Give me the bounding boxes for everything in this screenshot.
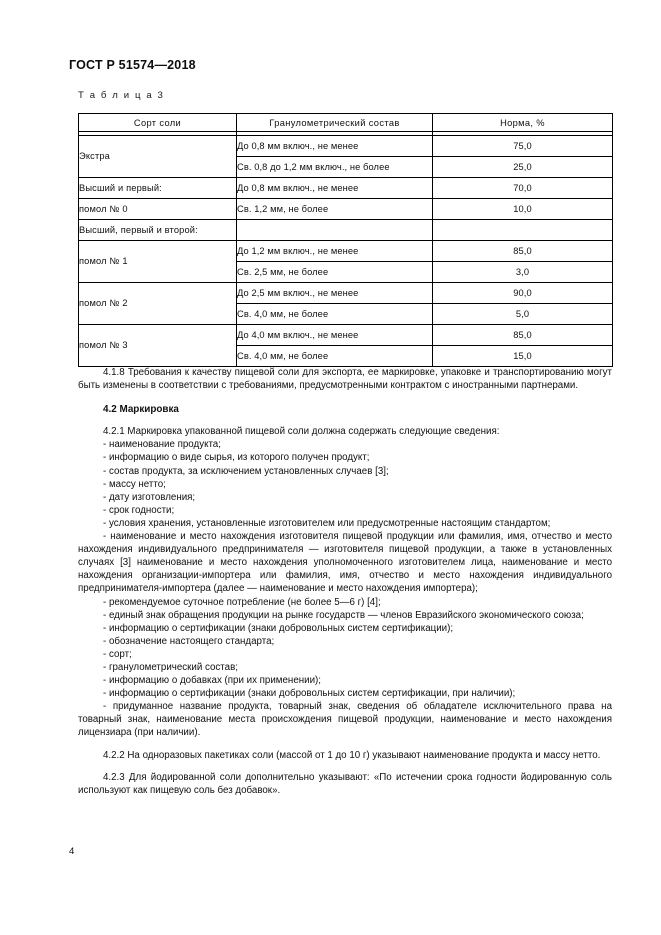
table-row <box>79 135 613 156</box>
cell-norm: 70,0 <box>433 177 613 198</box>
list-item: - сорт; <box>103 648 132 660</box>
table-header-row <box>79 114 613 132</box>
table-row <box>79 324 613 345</box>
cell-sort: помол № 2 <box>79 282 237 324</box>
table-caption: Т а б л и ц а 3 <box>78 90 165 101</box>
list-item: - условия хранения, установленные изготовителем или предусмотренные настоящим стандартом; <box>103 517 551 529</box>
cell-granulometry: Св. 4,0 мм, не более <box>237 303 433 324</box>
table-row <box>79 240 613 261</box>
cell-sort: Экстра <box>79 135 237 177</box>
cell-norm-empty <box>433 219 613 240</box>
cell-norm: 25,0 <box>433 156 613 177</box>
cell-granulometry-empty <box>237 219 433 240</box>
cell-sort: помол № 0 <box>79 198 237 219</box>
clause-4-2-1-lead: 4.2.1 Маркировка упакованной пищевой соли должна содержать следующие сведения: <box>103 426 500 438</box>
list-item: - единый знак обращения продукции на рынке государств — членов Евразийского экономического союза; <box>103 609 584 621</box>
table-row <box>79 177 613 198</box>
cell-norm: 15,0 <box>433 345 613 366</box>
cell-norm: 10,0 <box>433 198 613 219</box>
cell-granulometry: Св. 2,5 мм, не более <box>237 261 433 282</box>
list-item: - рекомендуемое суточное потребление (не более 5—6 г) [4]; <box>103 596 381 608</box>
cell-norm: 75,0 <box>433 135 613 156</box>
table-row <box>79 198 613 219</box>
cell-norm: 5,0 <box>433 303 613 324</box>
table-row <box>79 282 613 303</box>
cell-sort: Высший и первый: <box>79 177 237 198</box>
cell-granulometry: До 0,8 мм включ., не менее <box>237 135 433 156</box>
cell-sort: помол № 3 <box>79 324 237 366</box>
granulometry-table <box>78 113 613 367</box>
column-header-granulometry: Гранулометрический состав <box>237 114 433 132</box>
marking-requirements-list <box>78 438 612 739</box>
cell-granulometry: Св. 4,0 мм, не более <box>237 345 433 366</box>
cell-norm: 90,0 <box>433 282 613 303</box>
section-heading-4-2: 4.2 Маркировка <box>103 404 179 416</box>
body-text <box>78 366 612 797</box>
cell-norm: 3,0 <box>433 261 613 282</box>
cell-norm: 85,0 <box>433 324 613 345</box>
cell-granulometry: До 4,0 мм включ., не менее <box>237 324 433 345</box>
list-item: - состав продукта, за исключением установленных случаев [3]; <box>103 465 389 477</box>
list-item: - дату изготовления; <box>103 491 196 503</box>
cell-granulometry: До 1,2 мм включ., не менее <box>237 240 433 261</box>
list-item: - массу нетто; <box>103 478 166 490</box>
cell-norm: 85,0 <box>433 240 613 261</box>
list-item: - информацию о добавках (при их применении); <box>103 675 321 687</box>
column-header-sort: Сорт соли <box>79 114 237 132</box>
column-header-norm: Норма, % <box>433 114 613 132</box>
cell-granulometry: До 2,5 мм включ., не менее <box>237 282 433 303</box>
clause-4-2-3: 4.2.3 Для йодированной соли дополнительно указывают: «По истечении срока годности йодированную соль используют как пищевую соль без добавок». <box>78 771 612 796</box>
list-item: - наименование продукта; <box>103 439 221 451</box>
granulometry-table-wrapper <box>78 113 612 367</box>
list-item: - наименование и место нахождения изготовителя пищевой продукции или фамилия, имя, отчество и место нахождения индивидуального предпринимателя — изготовителя пищевой продукции, а также в установленных случаях [3] наименование и место нахождения уполномоченного изготовителем лица, наименование и место нахождения организации-импортера или фамилия, имя, отчество и место нахождения индивидуального предпринимателя-импортера (далее — наименование и место нахождения импортера); <box>78 531 612 595</box>
cell-granulometry: До 0,8 мм включ., не менее <box>237 177 433 198</box>
clause-4-1-8: 4.1.8 Требования к качеству пищевой соли для экспорта, ее маркировке, упаковке и транспортированию могут быть изменены в соответствии с требованиями, предусмотренными контрактом с иностранными партнерами. <box>78 367 612 392</box>
list-item: - срок годности; <box>103 504 175 516</box>
clause-4-2-2: 4.2.2 На одноразовых пакетиках соли (массой от 1 до 10 г) указывают наименование продукта и массу нетто. <box>103 749 601 761</box>
table-row <box>79 219 613 240</box>
table-body <box>79 135 613 366</box>
list-item: - придуманное название продукта, товарный знак, сведения об обладателе исключительного права на товарный знак, наименование места происхождения пищевой продукции, наименование и место нахождения лицензиара (при наличии). <box>78 701 612 739</box>
standard-header: ГОСТ Р 51574—2018 <box>69 58 196 72</box>
list-item: - информацию о сертификации (знаки добровольных систем сертификации, при наличии); <box>103 688 516 700</box>
list-item: - информацию о виде сырья, из которого получен продукт; <box>103 452 370 464</box>
list-item: - информацию о сертификации (знаки добровольных систем сертификации); <box>103 622 454 634</box>
page-number: 4 <box>69 846 75 857</box>
cell-granulometry: Св. 1,2 мм, не более <box>237 198 433 219</box>
list-item: - обозначение настоящего стандарта; <box>103 635 275 647</box>
cell-granulometry: Св. 0,8 до 1,2 мм включ., не более <box>237 156 433 177</box>
table-head <box>79 114 613 136</box>
cell-sort: Высший, первый и второй: <box>79 219 237 240</box>
list-item: - гранулометрический состав; <box>103 661 238 673</box>
cell-sort: помол № 1 <box>79 240 237 282</box>
